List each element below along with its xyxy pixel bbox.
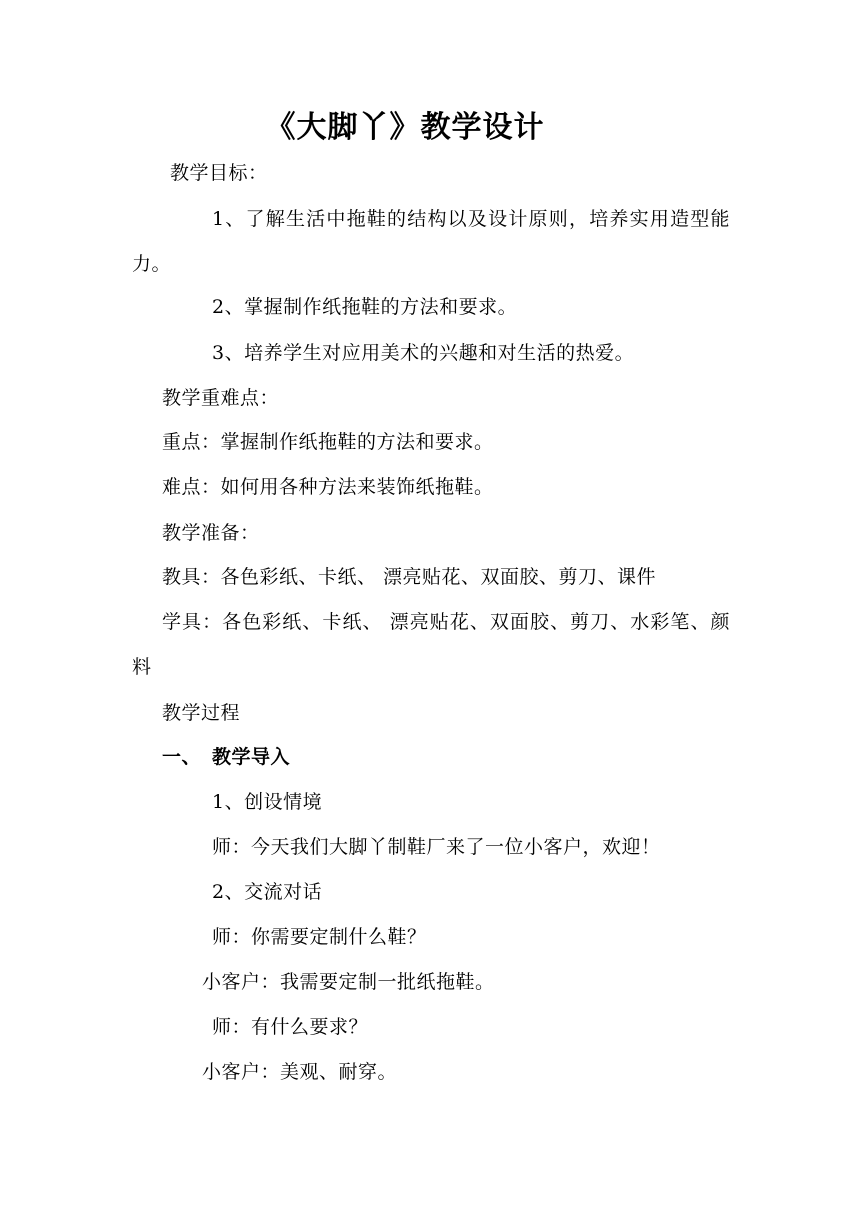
teacher-line-1: 师：今天我们大脚丫制鞋厂来了一位小客户，欢迎！ [212, 836, 661, 858]
preparation-heading: 教学准备： [162, 522, 260, 544]
objective-1-line-2: 力。 [132, 253, 172, 275]
objective-3: 3、培养学生对应用美术的兴趣和对生活的热爱。 [212, 342, 635, 364]
student-tools-line-1: 学具：各色彩纸、卡纸、 漂亮贴花、双面胶、剪刀、水彩笔、颜 [162, 611, 730, 633]
objectives-heading: 教学目标： [170, 162, 268, 184]
objective-2: 2、掌握制作纸拖鞋的方法和要求。 [212, 296, 518, 318]
step-1: 1、创设情境 [212, 791, 323, 813]
document-title: 《大脚丫》教学设计 [265, 110, 545, 145]
key-points-heading: 教学重难点： [162, 387, 280, 409]
section-1-number: 一、 [162, 746, 202, 768]
difficult-point: 难点：如何用各种方法来装饰纸拖鞋。 [162, 476, 494, 498]
student-tools-line-2: 料 [132, 656, 152, 678]
teacher-tools: 教具：各色彩纸、卡纸、 漂亮贴花、双面胶、剪刀、课件 [162, 566, 657, 588]
section-1-title: 教学导入 [212, 746, 291, 768]
teacher-line-3: 师：有什么要求？ [212, 1016, 369, 1038]
process-heading: 教学过程 [162, 702, 241, 724]
customer-line-2: 小客户：美观、耐穿。 [202, 1061, 398, 1083]
teacher-line-2: 师：你需要定制什么鞋？ [212, 926, 427, 948]
customer-line-1: 小客户：我需要定制一批纸拖鞋。 [202, 971, 495, 993]
step-2: 2、交流对话 [212, 881, 323, 903]
objective-1-line-1: 1、了解生活中拖鞋的结构以及设计原则，培养实用造型能 [212, 208, 730, 230]
key-point: 重点：掌握制作纸拖鞋的方法和要求。 [162, 431, 494, 453]
